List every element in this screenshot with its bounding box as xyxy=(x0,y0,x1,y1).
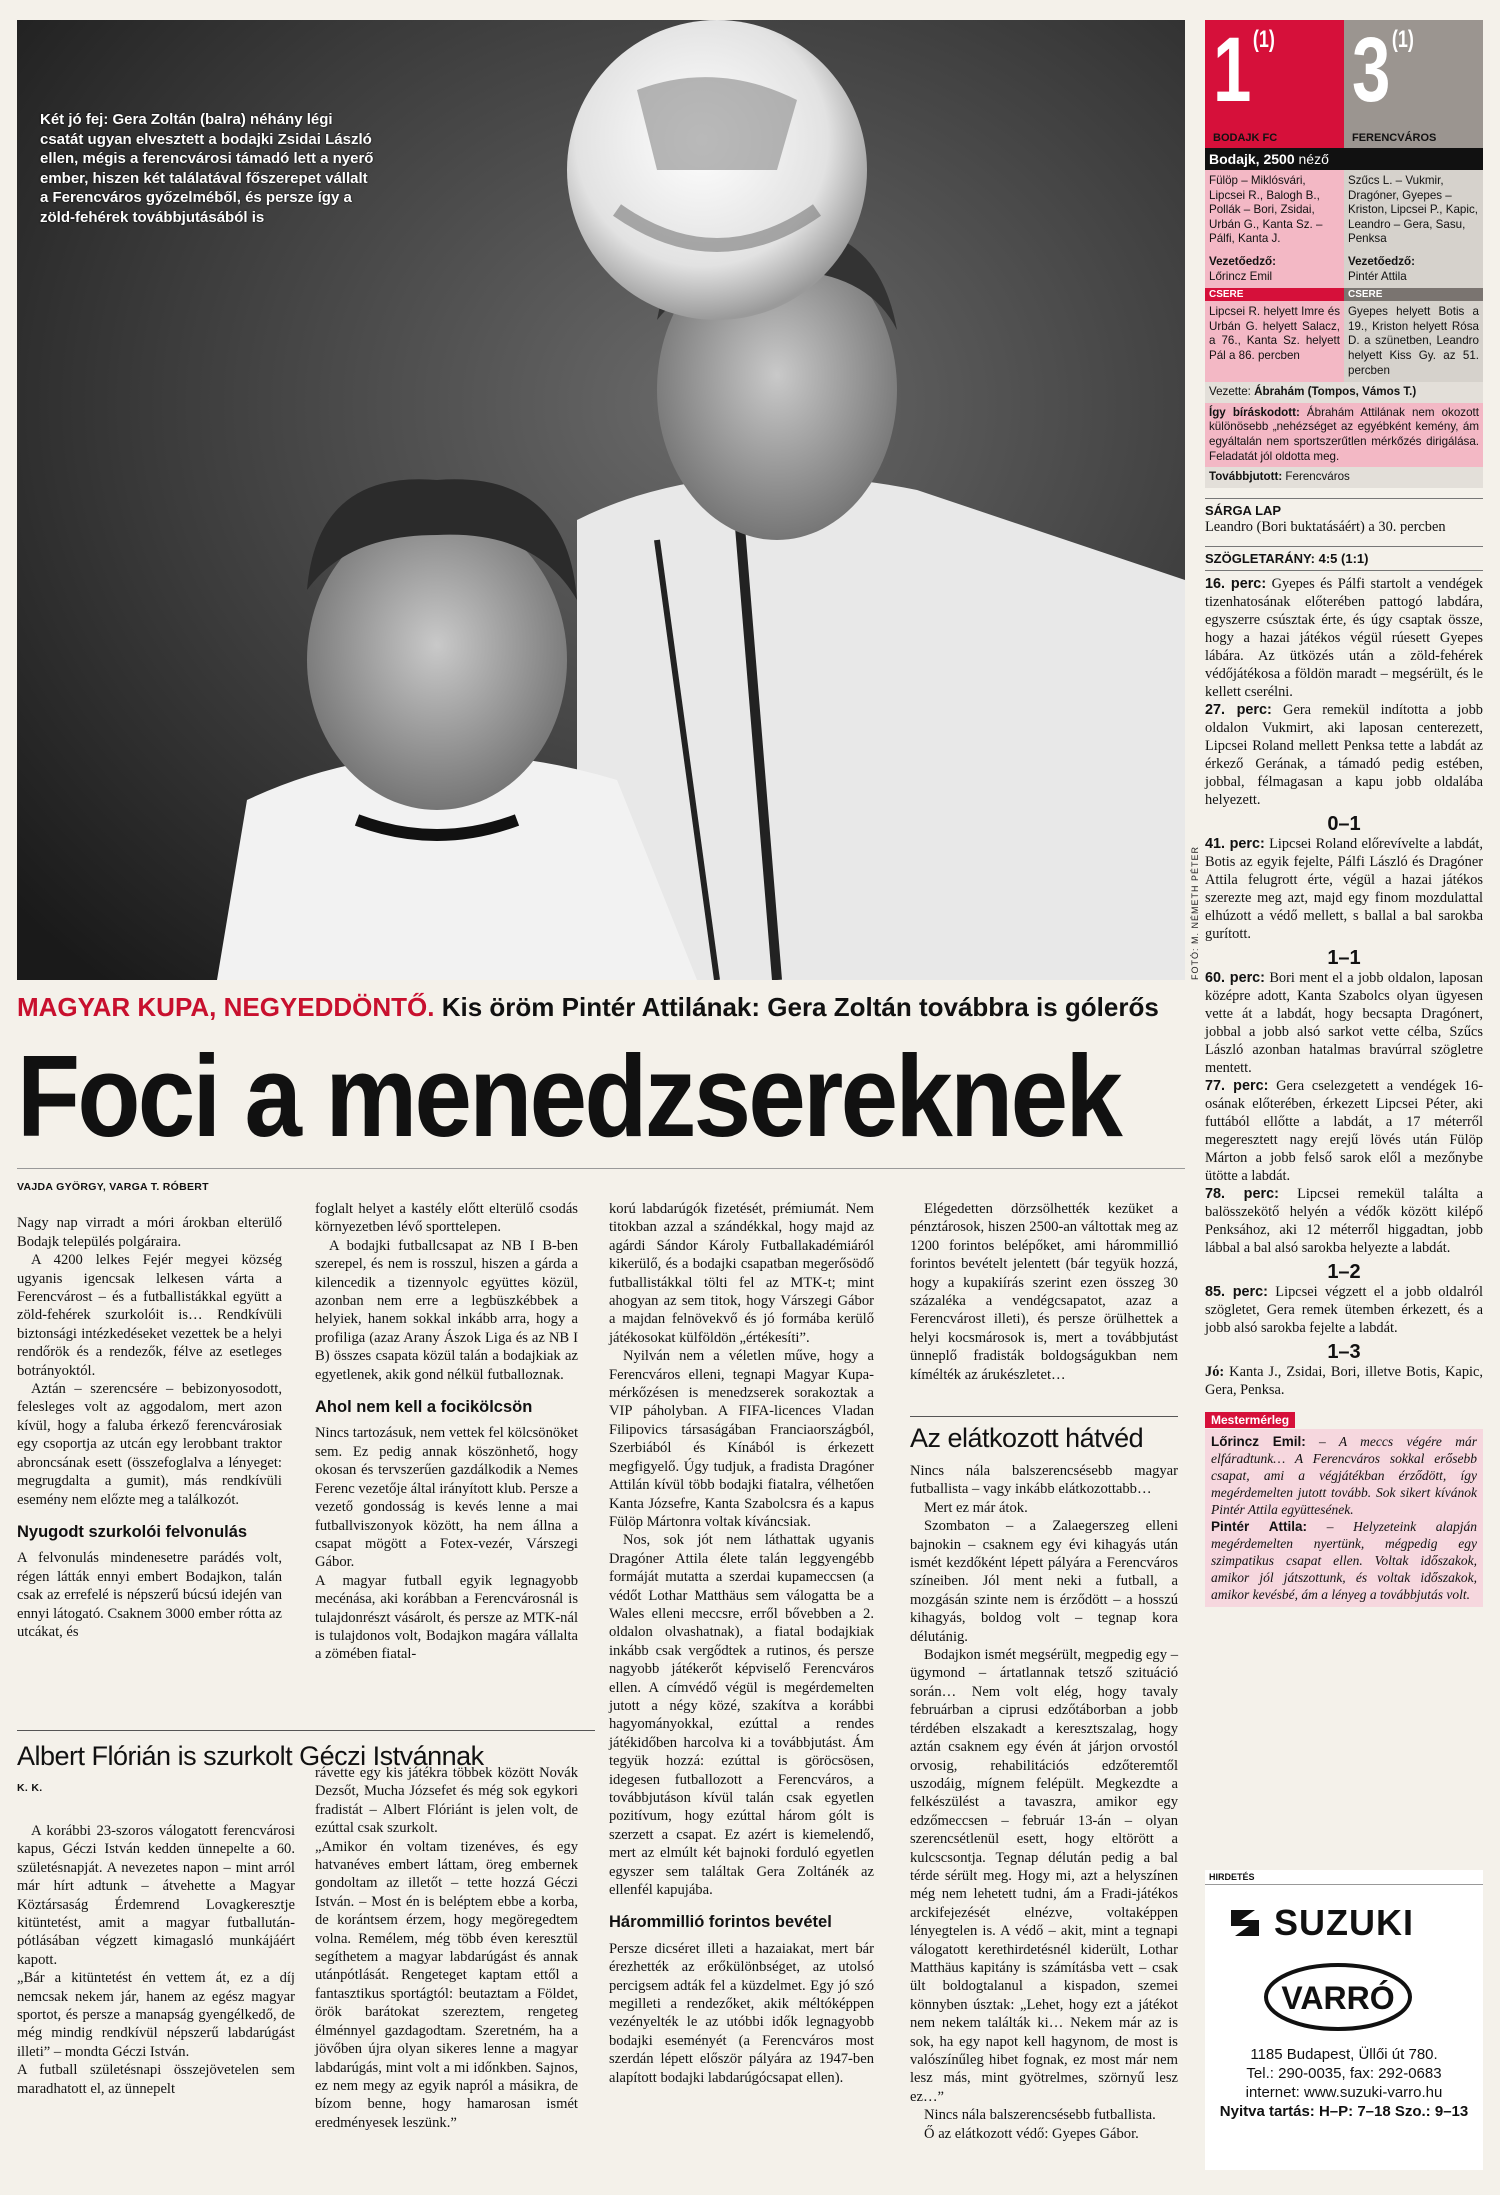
coach-quote: – Helyzeteink alapján megérdemelten nyertünk, mégpedig egy szimpatikus csapat ellen. Voltak időszakok, amikor jól játszottunk, és voltak időszakok, amikor kevésbé, ám a lényeg a továbbjutás volt. xyxy=(1211,1518,1477,1602)
photo-caption: Két jó fej: Gera Zoltán (balra) néhány légi csatát ugyan elvesztett a bodajki Zsidai László ellen, mégis a ferencvárosi támadó lett a nyerő ember, hiszen két találatával főszerepet vállalt a Ferencváros győzelméből, és persze így a zöld-fehérek továbbjutásából is xyxy=(40,111,374,226)
paragraph: Nagy nap virradt a móri árokban elterülő Bodajk település polgáraira. xyxy=(17,1215,282,1250)
box-title: Albert Flórián is szurkolt Géczi Istvánnak xyxy=(17,1741,484,1771)
ad-label: HIRDETÉS xyxy=(1205,1870,1483,1885)
subheading: Hárommillió forintos bevétel xyxy=(609,1913,832,1932)
ad-web[interactable]: internet: www.suzuki-varro.hu xyxy=(1245,2084,1443,2101)
event-minute: 85. perc: xyxy=(1205,1283,1268,1300)
team-away: FERENCVÁROS xyxy=(1352,132,1437,144)
paragraph: foglalt helyet a kastély előtt elterülő csodás környezetben lévő sporttelepen. xyxy=(315,1201,578,1236)
box-byline: K. K. xyxy=(17,1782,43,1794)
kicker-subtitle: Kis öröm Pintér Attilának: Gera Zoltán továbbra is gólerős xyxy=(434,992,1159,1022)
lineups xyxy=(1205,170,1483,251)
paragraph: A korábbi 23-szoros válogatott ferencvárosi kapus, Géczi István kedden ünnepelte a 60. születésnapját. A nevezetes napon – mint arról már hírt adtunk – átvehette a Magyar Köztársaság Érdemrend Lovagkeresztje kitüntetést, amit a magyar futballután-pótlásában végzett kimagasló munkájáért kapott. „Bár a kitüntetést én vettem át, ez a díj nemcsak nekem jár, hanem az egész magyar sportot, és persze a manapság gyengélkedő, de még mindig rendkívül népszerű labdarúgást illeti” – mondta Géczi István. A futball születésnapi összejövetelen sem maradhatott el, az ünnepelt xyxy=(17,1823,295,2097)
subs-header xyxy=(1205,288,1483,301)
paragraph: A bodajki futballcsapat az NB I B-ben szerepel, és nem is rosszul, hiszen a gárda a kilencedik a tizennyolc együttes közül, azonban nem erre a legbüszkébbek a helyiek, hanem sokkal inkább arra, hogy a profiliga (azaz Arany Ászok Liga és az NB I B) összes csapata közül talán a bodajkiak az egyetlenek, akik gond nélkül futballoznak. xyxy=(315,1237,578,1383)
subs-label: CSERE xyxy=(1205,288,1344,301)
lineup-home: Fülöp – Miklósvári, Lipcsei R., Balogh B., Pollák – Bori, Zsidai, Urbán G., Kanta Sz. – Pálfi, Kanta J. xyxy=(1205,170,1344,251)
paragraph: Nos, sok jót nem láthattak ugyanis Dragóner Attila élete talán leggyengébb formáját mutatta a szerdai kupameccsen (a védőt Lothar Matthäus sem válogatta be a Wales elleni meccsre, erről bővebben a 2. oldalon olvashatnak), a fiatal bodajkiak inkább csak vergődtek a rutinos, és persze nagyobb játékerőt képviselő Ferencváros ellen. A címvédő végül is megérdemelten jutott a négy közé, szakítva a korábbi hagyományokkal, ezúttal a rendes játékidőben harcolva ki a továbbjutást. Ám tegyük hozzá: ezúttal is göröcsösen, idegesen futballozott a Ferencváros, a továbbjutáson kívül talán csak egyetlen pozitívum, hogy ezúttal három gólt is szerzett a csapat. Ez azért is kiemelendő, mert az elmúlt két bajnoki forduló egyetlen egyszer sem találtak Gera Zoltánék az ellenfél kapujába. xyxy=(609,1532,874,1899)
event-text: Gera remekül indította a jobb oldalon Vukmirt, aki laposan centerezett, Lipcsei Roland mellett Penksa tette a labdát az érkező Gerának, a támadó pedig estében, jobbal, félmagasan a kapu jobb oldalába helyezett. xyxy=(1205,701,1483,808)
divider xyxy=(17,1168,1185,1169)
referee-rating xyxy=(1205,403,1483,467)
match-events xyxy=(1205,575,1483,1399)
event-text: Gyepes és Pálfi startolt a vendégek tizenhatosának előterében pattogó labdára, egyszerre csúsztak érte, és úgy csaptak össze, hogy a hazai játékos végül rúesett Gyepes lábára. Az ütközés után a zöld-fehérek védőjátékosa a földön maradt – megsérült, és le kellett cserélni. xyxy=(1205,575,1483,700)
paragraph: Nincs nála balszerencsésebb magyar futballista – vagy inkább elátkozottabb… xyxy=(910,1463,1178,1498)
event-minute: 60. perc: xyxy=(1205,969,1265,986)
coach-verdict-body xyxy=(1205,1429,1483,1607)
event-text: Bori ment el a jobb oldalon, laposan középre adott, Kanta Szabolcs olyan ügyesen vette át a labdát, hogy becsapta Dragónert, jobbal a jobb alsó sarkot vette célba, Szűcs László azonban hatalmas bravúrral szögletre mentett. xyxy=(1205,969,1483,1076)
event xyxy=(1205,1077,1483,1185)
subs xyxy=(1205,301,1483,382)
paragraph: Szombaton – a Zalaegerszeg elleni bajnokin – csaknem egy évi kihagyás után ismét kezdőként lépett pályára a Ferencváros színeiben. Jól ment neki a futball, a mozgásán szinte nem is érződött – a hosszú kihagyás, boldog volt – tegnap kora délutánig. xyxy=(910,1518,1178,1645)
coach-name: Pintér Attila: xyxy=(1211,1518,1308,1534)
ad-dealer: VARRÓ xyxy=(1281,1980,1395,2016)
headline: Foci a menedzsereknek xyxy=(17,1031,1121,1161)
subheading: Ahol nem kell a focikölcsön xyxy=(315,1398,533,1417)
subs-label: CSERE xyxy=(1344,288,1483,301)
paragraph: Nincs tartozásuk, nem vettek fel kölcsönöket sem. Ez pedig annak köszönhető, hogy okosan és tervszerűen gazdálkodik a Nemes Ferenc vezetője által irányított klub. Persze a vezető gondosság is kevés lenne a mai futballviszonyok között, ha nem állna a csapat mögött a Fotex-vezér, Várszegi Gábor. A magyar futball egyik legnagyobb mecénása, aki korábban a Ferencvárosnál is tulajdonrészt vásárolt, és persze az MTK-nál is tulajdonos volt, Bodajkon magára vállalta a zömében fiatal- xyxy=(315,1425,578,1663)
coach-quote: – A meccs végére már elfáradtunk… A Ferencváros sokkal erősebb csapat, ami a végjátékban érződött, így megérdemelten jutott tovább. Sok sikert kívánok Pintér Attila együttesének. xyxy=(1211,1433,1477,1517)
kicker-line xyxy=(17,992,1185,1023)
ad-contact xyxy=(1205,2045,1483,2121)
venue-name: Bodajk, 2500 xyxy=(1209,151,1295,167)
article-col-2 xyxy=(315,1200,578,1664)
subs-away: Gyepes helyett Botis a 19., Kriston helyett Rósa D. a szünetben, Leandro helyett Kiss Gy. az 51. percben xyxy=(1344,301,1483,382)
paragraph: Nincs nála balszerencsésebb futballista. xyxy=(924,2107,1156,2124)
photo-credit: FOTÓ: M. NÉMETH PÉTER xyxy=(1190,845,1200,980)
lineup-away: Szűcs L. – Vukmir, Dragóner, Gyepes – Kriston, Lipcsei P., Kapic, Leandro – Gera, Sasu, Penksa xyxy=(1344,170,1483,251)
advanced-team: Ferencváros xyxy=(1282,470,1350,484)
running-score: 1–1 xyxy=(1327,946,1361,969)
score-away-value: 3 xyxy=(1352,19,1391,121)
advertisement[interactable] xyxy=(1205,1870,1483,2170)
paragraph: Elégedetten dörzsölhették kezüket a pénztárosok, hiszen 2500-an váltottak meg az 1200 forintos belépőket, ami hárommillió forintos bevételt jelentett (bár tegyük hozzá, hogy a kupakiírás szerint ezen összeg 30 százaléka a vendégcsapatot, azaz a Ferencvárost illeti), és persze örülhettek a helyi kocsmárosok is, mert a továbbjutást ünneplő fradisták boldogságukban nem kímélték az árukészletet… xyxy=(910,1201,1178,1383)
good-list: Kanta J., Zsidai, Bori, illetve Botis, Kapic, Gera, Penksa. xyxy=(1205,1363,1483,1398)
paragraph: Persze dicséret illeti a hazaiakat, mert bár érezhették az erőkülönbséget, az utolsó percigsem adták fel a küzdelmet. Egy jó szó megilleti a rendezőket, akik méltóképpen vezényelték le az utóbbi idők legnagyobb bodajki eseményét (a Ferencváros most szerdán lépett először pályára az 1947-ben alapított bodajki labdarúgócsapat ellen). xyxy=(609,1940,874,2086)
coach-label: Vezetőedző: xyxy=(1209,254,1276,268)
coach-name: Lőrincz Emil: xyxy=(1211,1433,1306,1449)
box-cursed-defender xyxy=(910,1422,1178,2143)
referee-label: Vezette: xyxy=(1209,385,1255,399)
good-label: Jó: xyxy=(1205,1363,1225,1380)
box-albert-col-2 xyxy=(315,1764,578,2132)
coach-home: Lőrincz Emil xyxy=(1209,269,1273,283)
match-sidebar xyxy=(1205,20,1483,1607)
yellow-card: Leandro (Bori buktatásáért) a 30. percben xyxy=(1205,518,1446,535)
ad-phone: Tel.: 290-0035, fax: 292-0683 xyxy=(1246,2065,1442,2082)
score-home-value: 1 xyxy=(1213,19,1252,121)
paragraph: Ő az elátkozott védő: Gyepes Gábor. xyxy=(924,2125,1139,2142)
ad-hours: Nyitva tartás: H–P: 7–18 Szo.: 9–13 xyxy=(1219,2103,1469,2120)
paragraph: Bodajkon ismét megsérült, megpedig egy – ügymond – ártatlannak tetsző szituáció során… Nem volt elég, hogy tavaly februárban a ciprusi edzőtáborban a jobb térdében elszakadt a keresztszalag, hogy aztán csaknem egy évén át járjon orvostól orvosig, rehabilitációs edzőteremtől uszodáig, mígnem felépült. Megkezdte a felkészülést a tavaszra, amikor egy edzőmeccsen – február 13-án – olyan szerencsétlenül esett, hogy eltörött a kulcscsontja. Tegnap délután pedig a bal térde sérült meg. Hogy mi, azt a helyszínen még nem lehetett tudni, ám a Fradi-játékos arckifejezését elnézve, voltaképpen lényegtelen is. A védő – akit, mint a tegnapi válogatott kerethirdetésnél kiderült, Lothar Matthäus kapitány is számításba vett – csak ült boldogtalanul a kispadon, szemei könnyben úsztak: „Lehet, hogy ezt a játékot nem nekem találták ki… Nekem már az is sok, ha egy napot kell hagynom, de most is valószínűleg hibet fognak, ez most már nem lesz más, mint gyötrelmes, szörnyű lesz ez…” xyxy=(910,1647,1178,2105)
event xyxy=(1205,701,1483,809)
event-text: Lipcsei Roland előrevívelte a labdát, Botis az egyik fejelte, Pálfi László és Dragóner Attila felugrott érte, végül a hazai játékos szerezte meg azt, majd egy finom mozdulattal elhúzott a védő mellett, s ballal a bal sarokba gurított. xyxy=(1205,835,1484,942)
divider xyxy=(910,1416,1178,1417)
event-minute: 41. perc: xyxy=(1205,835,1265,852)
score-box xyxy=(1205,20,1483,148)
event-text: Gera cselezgetett a vendégek 16-osának előterében, érkezett Lipcsei Péter, aki futtából ellőtte a labdát, a 17 méterről megeresztett nagy erejű lövés után Fülöp Márton a jobb felső sarok elől a mezőnybe ütötte a labdát. xyxy=(1205,1077,1483,1184)
article-col-3 xyxy=(609,1200,874,2087)
paragraph: rávette egy kis játékra többek között Novák Dezsőt, Mucha Józsefet és még sok egykori fradistát – Albert Flóriánt is jelen volt, de ezúttal csak szurkolt. „Amikor én voltam tizenéves, és egy hatvanéves embert láttam, öreg embernek gondoltam az illetőt – tette hozzá Géczi István. – Most én is beléptem ebbe a korba, de korántsem érzem, hogy megöregedtem volna. Remélem, még több éven keresztül segíthetem a magyar labdarúgást és annak utánpótlását. Rengeteget kaptam ettől a fantasztikus sportágtól: beutaztam a Földet, örök barátokat szereztem, rengeteg élménnyel gazdagodtam. Szeretném, ha a jövőben újra olyan sikeres lenne a magyar labdarúgás, mint volt a mi időnkben. Sajnos, ez nem megy az egyik napról a másikra, de bízom benne, hogy hamarosan ismét eredményesek leszünk.” xyxy=(315,1765,578,2131)
paragraph: A 4200 lelkes Fejér megyei község ugyanis igencsak lelkesen várta a Ferencvárost – és a futballistákkal együtt a zöld-fehérek szurkolóit is… Rendkívüli biztonsági intézkedéseket vezettek be a helyi rendőrök és a rendezők, félve az esetleges botrányoktól. xyxy=(17,1252,282,1379)
coach-verdict-title: Mestermérleg xyxy=(1205,1412,1295,1428)
referee-rating-text: Ábrahám Attilának nem okozott különösebb „nehézséget az egyébként kemény, ám egyáltalán nem sportszerűtlen mérkőzés dirigálása. Feladatát jól oldotta meg. xyxy=(1209,405,1479,463)
box-albert-col-1 xyxy=(17,1822,295,2098)
score-away-halftime: (1) xyxy=(1391,26,1414,53)
article-col-1 xyxy=(17,1178,282,1641)
venue xyxy=(1205,148,1483,170)
kicker-section: MAGYAR KUPA, NEGYEDDÖNTŐ. xyxy=(17,992,435,1022)
coach-away: Pintér Attila xyxy=(1348,269,1407,283)
box-title: Az elátkozott hátvéd xyxy=(910,1423,1144,1453)
running-score: 1–2 xyxy=(1327,1260,1361,1283)
event xyxy=(1205,1185,1483,1257)
score-away xyxy=(1344,20,1483,148)
subheading: Nyugodt szurkolói felvonulás xyxy=(17,1522,248,1541)
referee xyxy=(1205,382,1483,403)
article-col-4 xyxy=(910,1200,1178,1384)
event-minute: 16. perc: xyxy=(1205,575,1267,592)
event xyxy=(1205,835,1483,943)
varro-logo-icon xyxy=(1263,1962,1413,2032)
event xyxy=(1205,1283,1483,1337)
event xyxy=(1205,969,1483,1077)
running-score: 1–3 xyxy=(1327,1340,1361,1363)
team-home: BODAJK FC xyxy=(1213,132,1278,144)
event-text: Lipcsei végzett el a jobb oldalról szögletet, Gera remek ütemben érkezett, és a jobb alsó sarokba fejelte a labdát. xyxy=(1205,1283,1483,1336)
coaches xyxy=(1205,251,1483,288)
ad-brand: SUZUKI xyxy=(1274,1902,1415,1943)
score-home xyxy=(1205,20,1344,148)
score-home-halftime: (1) xyxy=(1252,26,1275,53)
varro-logo xyxy=(1263,1962,1413,2032)
event xyxy=(1205,575,1483,701)
suzuki-logo xyxy=(1227,1902,1414,1944)
venue-suffix: néző xyxy=(1294,151,1329,167)
corners-title: SZÖGLETARÁNY: 4:5 (1:1) xyxy=(1205,546,1483,566)
suzuki-s-icon xyxy=(1227,1906,1263,1940)
referee-rating-label: Így bíráskodott: xyxy=(1209,405,1300,419)
event-minute: 77. perc: xyxy=(1205,1077,1269,1094)
event-minute: 27. perc: xyxy=(1205,701,1272,718)
paragraph: A felvonulás mindenesetre parádés volt, régen látták ennyi embert Bodajkon, talán csak az errefelé is népszerű búcsú idején van ennyi látogató. Csaknem 3000 ember rótta az utcákat, és xyxy=(17,1550,282,1640)
advanced-label: Továbbjutott: xyxy=(1209,470,1283,484)
ad-address: 1185 Budapest, Üllői út 780. xyxy=(1250,2046,1438,2063)
event-minute: 78. perc: xyxy=(1205,1185,1279,1202)
advanced xyxy=(1205,467,1483,488)
subs-home: Lipcsei R. helyett Imre és Urbán G. helyett Salacz, a 76., Kanta Sz. helyett Pál a 86. percben xyxy=(1205,301,1344,382)
paragraph: Mert ez már átok. xyxy=(924,1499,1028,1516)
referee-name: Ábrahám (Tompos, Vámos T.) xyxy=(1254,385,1417,399)
paragraph: Nyilván nem a véletlen műve, hogy a Ferencváros elleni, tegnapi Magyar Kupa-mérkőzésen is menedzserek sorakoztak a VIP páholyban. A FIFA-licences Vladan Filipovics társaságában Franciaországból, Szerbiából és Kínából is érkezett megfigyelő. Úgy tudjuk, a fradista Dragóner Attilán kívül több bodajki fiatalra, vélhetően Kanta Józsefre, Kanta Szabolcsra és a kapus Fülöp Mártonra voltak kíváncsiak. xyxy=(609,1348,874,1530)
byline: VAJDA GYÖRGY, VARGA T. RÓBERT xyxy=(17,1181,209,1193)
good-players xyxy=(1205,1363,1483,1399)
coach-verdict xyxy=(1205,1411,1483,1607)
paragraph: korú labdarúgók fizetését, prémiumát. Nem titokban azzal a szándékkal, hogy majd az agárdi Sándor Károly Futballakadémiáról kikerülő, és a bodajki csapatban megerősödő futballistákkal tölti fel az MTK-t; mint ahogyan az sem titok, hogy Várszegi Gábor a majdan felnövekvő és jó formába kerülő játékosokat külföldön „értékesíti”. xyxy=(609,1201,874,1346)
event-text: Lipcsei remekül találta a balösszekötő helyén a védők között kilépő Penksához, aki 12 méterről higgadtan, jobb lábbal a bal alsó sarokba helyezte a labdát. xyxy=(1205,1185,1483,1256)
running-score: 0–1 xyxy=(1327,812,1361,835)
paragraph: Aztán – szerencsére – bebizonyosodott, felesleges volt az aggodalom, mert azon kívül, hogy a faluba érkező ferencvárosiak egy csoportja az utcán egy lerobbant traktor abroncsának esett (összefoglalva a lényeget: megrugdalta a gumit), más rendkívüli esemény nem előzte meg a találkozót. xyxy=(17,1381,282,1508)
coach-label: Vezetőedző: xyxy=(1348,254,1415,268)
yellow-card-title: SÁRGA LAP xyxy=(1205,498,1483,518)
divider xyxy=(17,1730,595,1731)
